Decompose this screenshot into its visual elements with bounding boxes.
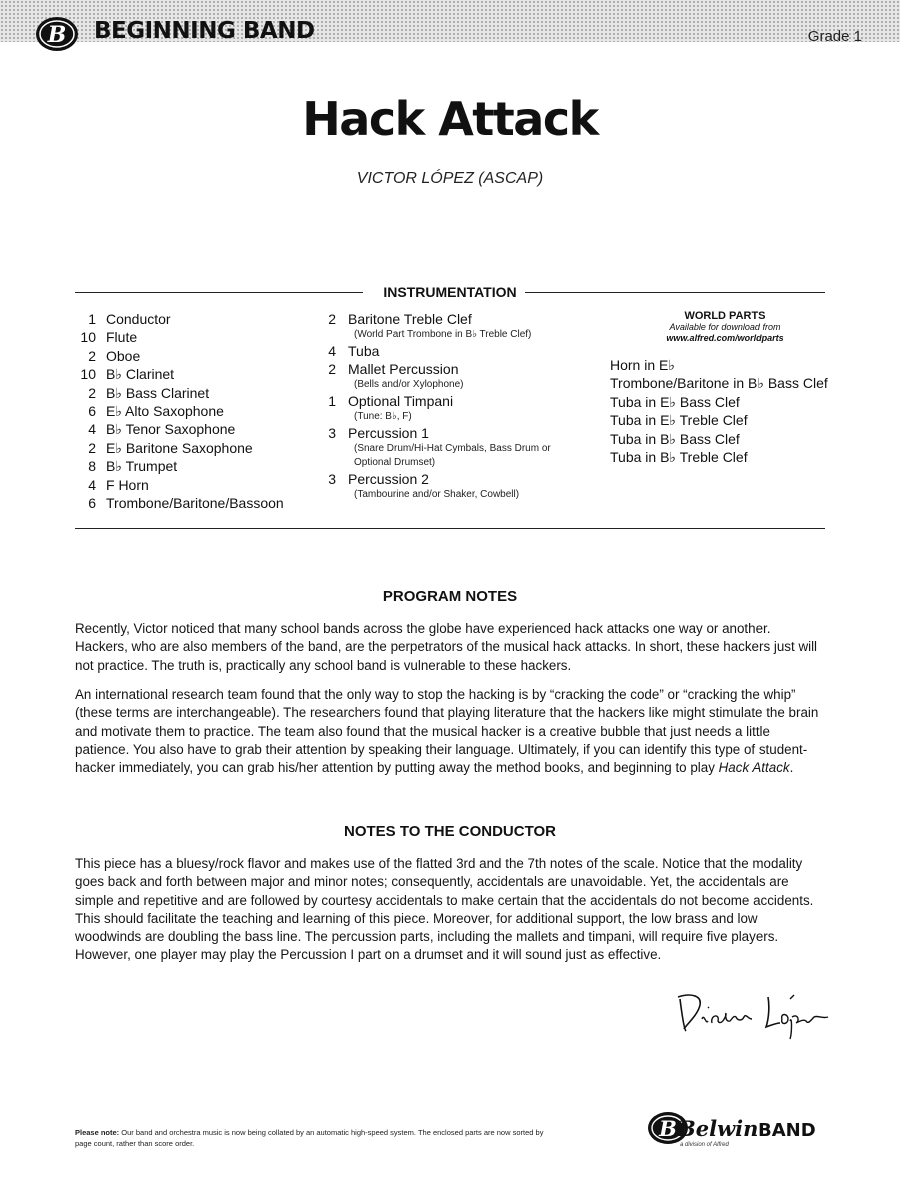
instrument-name: Trombone/Baritone/Bassoon [106,495,284,512]
instrument-quantity: 2 [328,361,336,377]
world-parts-list [610,356,850,466]
signature-image [672,985,832,1045]
instrument-name: Percussion 1 [348,425,429,441]
belwin-band-logo [646,1108,836,1154]
instrument-row [320,360,580,378]
instrument-quantity: 4 [88,476,96,493]
list-item [320,342,580,360]
list-item [320,392,580,424]
list-item [320,470,580,502]
instrument-name: B♭ Clarinet [106,366,175,383]
paragraph-end: . [789,760,794,776]
page-title: Hack Attack [302,92,598,146]
world-part-item: Tuba in E♭ Treble Clef [610,412,748,429]
instrument-quantity: 3 [328,425,336,441]
world-parts-availability: Available for download from [669,322,781,332]
world-parts [610,310,850,466]
instrument-row [320,310,580,328]
instrument-name: Optional Timpani [348,393,454,409]
list-item [70,457,320,475]
list-item [320,360,580,392]
instrument-note: (Tambourine and/or Shaker, Cowbell) [354,489,520,500]
grade-label: Grade 1 [807,28,862,45]
program-notes-heading: PROGRAM NOTES [382,588,518,605]
list-item [70,310,320,328]
instrument-name: Tuba [348,343,380,359]
instrument-quantity: 10 [80,329,96,346]
instrument-name: B♭ Trumpet [106,458,178,475]
instrumentation-heading: INSTRUMENTATION [383,284,517,300]
world-parts-url: www.alfred.com/worldparts [666,333,784,343]
instrument-note: (Snare Drum/Hi-Hat Cymbals, Bass Drum or Optional Drumset) [354,443,551,468]
instrument-name: B♭ Bass Clarinet [106,384,210,401]
program-notes-paragraph-2 [75,686,827,777]
instrument-quantity: 1 [88,311,96,327]
publisher-name: Belwin [678,1116,759,1141]
list-item [70,494,320,512]
list-item [320,310,580,342]
divider [525,292,825,293]
world-part-item: Tuba in B♭ Bass Clef [610,430,740,447]
conductor-notes-heading: NOTES TO THE CONDUCTOR [344,823,556,840]
world-part-item: Horn in E♭ [610,357,675,373]
instrument-quantity: 2 [88,384,96,401]
conductor-notes-paragraph: This piece has a bluesy/rock flavor and makes use of the flatted 3rd and the 7th notes of the scale. Notice that the modality goes back and forth between major and minor notes; consequently, accidentals are unavoidable. Yet, the accidentals are simple and repetitive and are followed by courtesy accidentals to make certain that the accidentals do not become accidents. This should facilitate the teaching and learning of this piece. Moreover, for additional support, the low brass and low woodwinds are doubling the bass line. The percussion parts, including the mallets and timpani, will require five players. However, one player may play the Percussion I part on a drumset and it will sound just as effective. [75,856,814,963]
instrument-name: Percussion 2 [348,471,429,487]
instrument-name: F Horn [106,476,149,493]
list-item [70,476,320,494]
instrument-row [320,392,580,410]
series-title: BEGINNING BAND [94,18,315,44]
instrumentation-header [75,284,825,300]
beginning-band-logo-icon [34,15,80,53]
svg-text:B: B [47,22,67,48]
divider [75,528,825,529]
instrument-note: (World Part Trombone in B♭ Treble Clef) [354,329,532,340]
world-part-item: Tuba in E♭ Bass Clef [610,393,740,410]
world-part-item: Trombone/Baritone in B♭ Bass Clef [610,375,828,392]
footnote-text: Our band and orchestra music is now being collated by an automatic high-speed system. The enclosed parts are now sorted by page count, rather than score order. [75,1128,544,1148]
instrument-quantity: 3 [328,471,336,487]
instrument-name: Oboe [106,347,141,364]
instrument-name: Baritone Treble Clef [348,311,472,327]
instrument-name: B♭ Tenor Saxophone [106,421,236,438]
instrument-name: E♭ Baritone Saxophone [106,439,253,456]
instrument-note: (Tune: B♭, F) [354,411,412,422]
list-item [70,439,320,457]
program-notes-paragraph-1: Recently, Victor noticed that many school bands across the globe have experienced hack attacks one way or another. Hackers, who are also members of the band, are the perpetrators of the musical hack attacks. In short, these hackers just will not practice. The truth is, practically any school band is vulnerable to these hackers. [75,621,818,673]
list-item [70,384,320,402]
instrument-quantity: 8 [88,458,96,475]
instrument-row [320,424,580,442]
list-item [70,328,320,346]
piece-title-italic: Hack Attack [718,760,790,776]
instrument-name: Conductor [106,311,171,327]
instrument-note: (Bells and/or Xylophone) [354,379,464,390]
instrument-quantity: 4 [328,343,336,359]
svg-text:B: B [659,1116,677,1141]
world-parts-heading: WORLD PARTS [684,310,766,322]
instrument-quantity: 2 [328,311,336,327]
list-item [70,347,320,365]
publisher-sub: a division of Alfred [680,1142,729,1148]
publisher-band: BAND [758,1120,816,1141]
instrument-quantity: 2 [88,439,96,456]
instrument-row [320,470,580,488]
instrument-list-column-2 [320,310,580,502]
instrument-quantity: 2 [88,347,96,364]
instrument-row [320,342,580,360]
footnote [75,1128,545,1149]
instrument-quantity: 4 [88,421,96,438]
footnote-label: Please note: [75,1128,120,1137]
world-part-item: Tuba in B♭ Treble Clef [610,449,748,466]
instrument-quantity: 6 [88,403,96,420]
list-item [70,420,320,438]
list-item [70,365,320,383]
instrument-name: Mallet Percussion [348,361,459,377]
instrument-quantity: 6 [88,495,96,512]
instrument-quantity: 1 [328,393,336,409]
instrument-name: E♭ Alto Saxophone [106,403,224,420]
composer: VICTOR LÓPEZ (ASCAP) [356,170,544,187]
instrument-name: Flute [106,329,138,346]
list-item [320,424,580,470]
paragraph-text: An international research team found that the only way to stop the hacking is by “cracking the code” or “cracking the whip” (these terms are interchangeable). The researchers found that playing literature that the hackers like might stimulate the brain and motivate them to practice. The team also found that the musical hacker is a creative bubble that just needs a little patience. You also have to grab their attention by speaking their language. Ultimately, if you can identify this type of student-hacker immediately, you can grab his/her attention by putting away the method books, and beginning to play [75,687,819,776]
instrument-quantity: 10 [80,366,96,383]
list-item [70,402,320,420]
instrument-list-column-1 [70,310,320,512]
